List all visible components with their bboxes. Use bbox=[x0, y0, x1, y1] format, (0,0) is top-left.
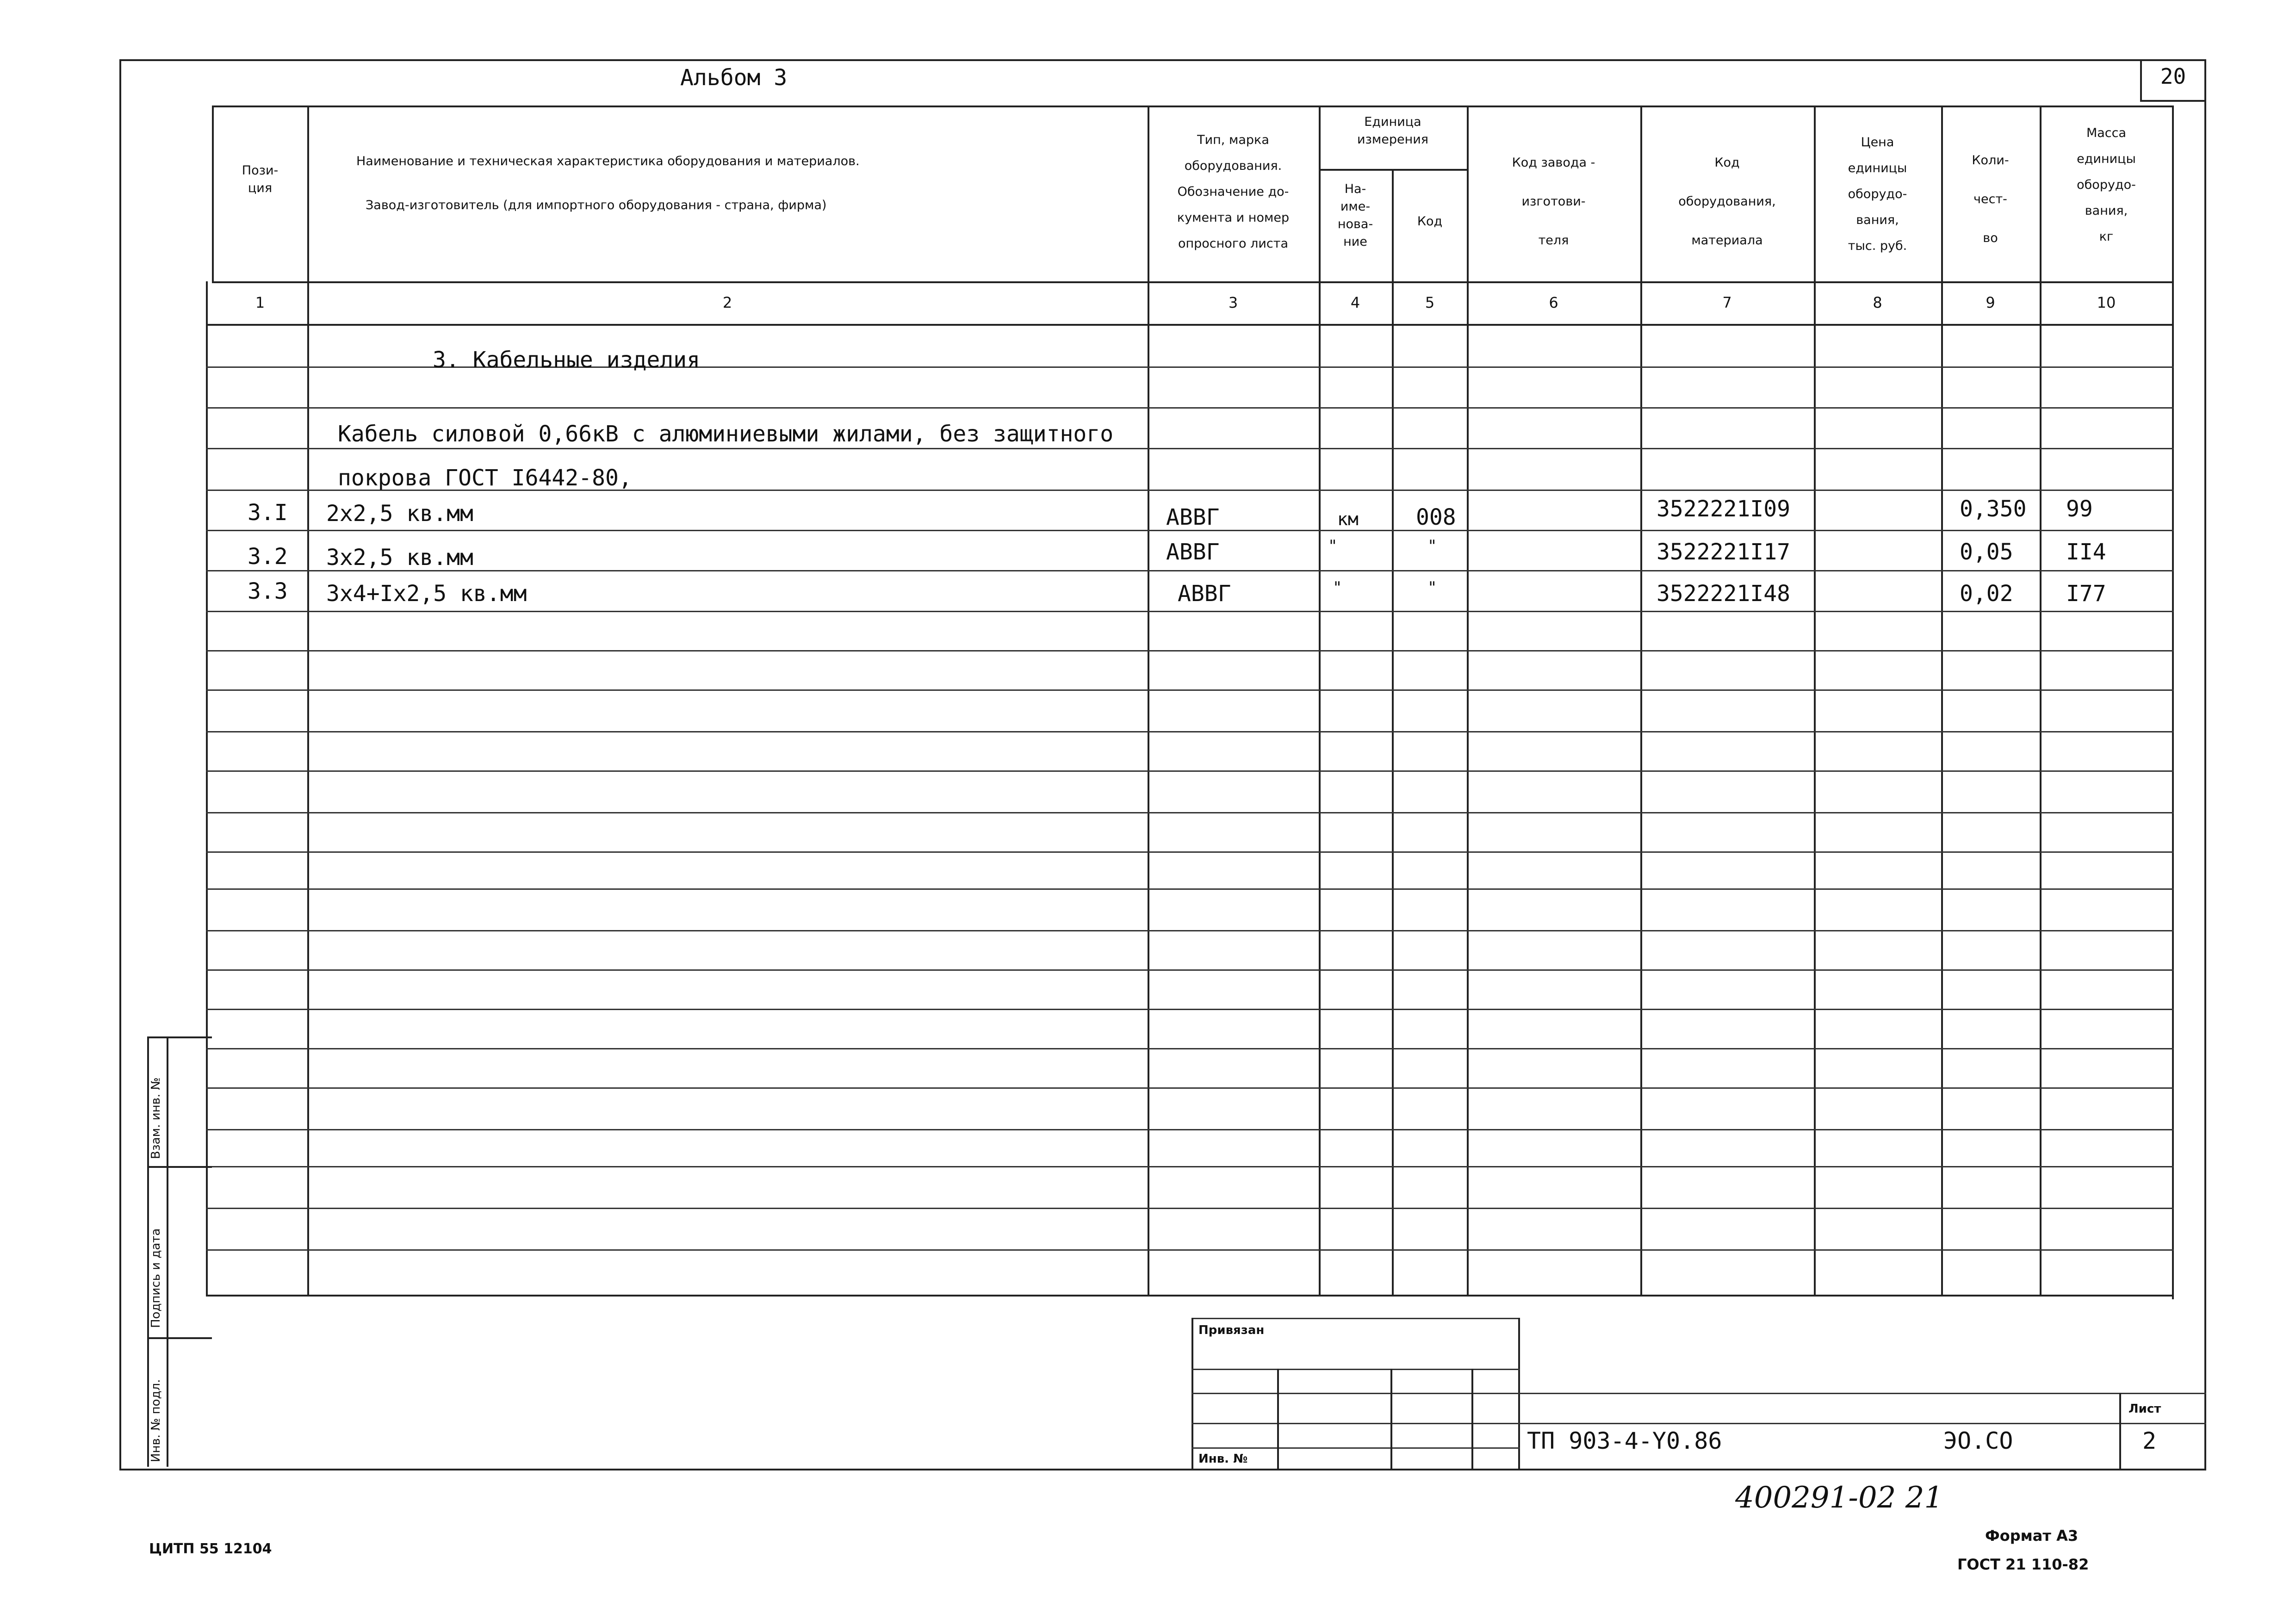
table-left-border bbox=[212, 105, 214, 281]
row-rule bbox=[206, 812, 2174, 813]
row-rule bbox=[206, 1009, 2174, 1010]
colnum-bottom-line bbox=[206, 324, 2174, 326]
row-qty: 0,350 bbox=[1960, 496, 2027, 522]
gost-label: ГОСТ 21 110-82 bbox=[1957, 1556, 2089, 1573]
description-line2: покрова ГОСТ I6442-80, bbox=[338, 465, 632, 491]
row-qty: 0,02 bbox=[1960, 581, 2013, 607]
header-col8: Цена единицы оборудо- вания, тыс. руб. bbox=[1848, 135, 1907, 253]
table-top-border bbox=[212, 105, 2174, 107]
format-label: Формат А3 bbox=[1985, 1527, 2079, 1545]
header-col2-line1: Наименование и техническая характеристика оборудования и материалов. bbox=[356, 154, 860, 168]
row-rule bbox=[206, 1249, 2174, 1251]
header-col10: Масса единицы оборудо- вания, кг bbox=[2077, 126, 2136, 244]
stamp-line bbox=[1471, 1369, 1473, 1470]
row-unit-code: 008 bbox=[1416, 504, 1456, 530]
row-mass: I77 bbox=[2066, 581, 2106, 607]
row-rule bbox=[206, 689, 2174, 691]
row-rule bbox=[206, 969, 2174, 971]
row-qty: 0,05 bbox=[1960, 539, 2013, 565]
table-left-border bbox=[206, 281, 208, 1295]
col-divider bbox=[307, 105, 309, 1295]
column-number: 7 bbox=[1722, 294, 1732, 311]
side-label-vzam: Взам. инв. № bbox=[149, 1077, 163, 1159]
row-rule bbox=[206, 1129, 2174, 1130]
row-rule bbox=[206, 407, 2174, 409]
row-code: 3522221I48 bbox=[1657, 581, 1790, 607]
stamp-privyazan: Привязан bbox=[1198, 1323, 1265, 1337]
header-col4: На- име- нова- ние bbox=[1337, 182, 1373, 249]
table-bottom-line bbox=[206, 1295, 2174, 1297]
unit-group-line bbox=[1319, 169, 1467, 171]
col-divider bbox=[1640, 105, 1642, 1295]
row-rule bbox=[206, 770, 2174, 772]
handwritten-number: 400291-02 21 bbox=[1735, 1481, 1943, 1515]
column-number: 9 bbox=[1986, 294, 1995, 311]
row-unit-code: " bbox=[1427, 578, 1437, 597]
stamp-inv-no: Инв. № bbox=[1198, 1452, 1248, 1466]
column-number: 10 bbox=[2097, 294, 2116, 311]
stamp-list-number: 2 bbox=[2142, 1427, 2157, 1454]
stamp-line bbox=[1191, 1423, 2206, 1424]
description-line1: Кабель силовой 0,66кВ с алюминиевыми жилами, без защитного bbox=[338, 421, 1114, 447]
col-divider bbox=[2040, 105, 2042, 1295]
col-divider bbox=[1467, 105, 1469, 1295]
header-col6: Код завода - изготови- теля bbox=[1512, 155, 1595, 248]
row-position: 3.3 bbox=[248, 578, 288, 604]
header-col7: Код оборудования, материала bbox=[1678, 155, 1776, 248]
header-bottom-line bbox=[212, 281, 2174, 283]
stamp-line bbox=[1390, 1369, 1392, 1470]
stamp-doc-suffix: ЭО.СО bbox=[1943, 1427, 2013, 1454]
row-code: 3522221I09 bbox=[1657, 496, 1790, 522]
col-divider bbox=[1941, 105, 1943, 1295]
stamp-line bbox=[1277, 1369, 1279, 1470]
stamp-line bbox=[1191, 1447, 1520, 1449]
header-col3: Тип, марка оборудования. Обозначение до- кумента и номер опросного листа bbox=[1177, 133, 1290, 251]
stamp-line bbox=[1191, 1369, 1520, 1370]
col-divider bbox=[1148, 105, 1149, 1295]
column-number: 4 bbox=[1350, 294, 1360, 311]
stamp-line bbox=[2119, 1393, 2121, 1470]
stamp-line bbox=[1191, 1318, 1520, 1319]
row-unit: км bbox=[1337, 509, 1359, 529]
row-code: 3522221I17 bbox=[1657, 539, 1790, 565]
row-rule bbox=[206, 611, 2174, 612]
side-label-podpis: Подпись и дата bbox=[149, 1228, 163, 1328]
row-rule bbox=[206, 731, 2174, 732]
row-rule bbox=[206, 570, 2174, 571]
row-type: АВВГ bbox=[1178, 581, 1231, 607]
row-rule bbox=[206, 1048, 2174, 1049]
row-type: АВВГ bbox=[1166, 539, 1220, 565]
stamp-doc-code: ТП 903-4-Y0.86 bbox=[1527, 1427, 1722, 1454]
row-rule bbox=[206, 930, 2174, 931]
header-col1: Пози- ция bbox=[242, 163, 279, 195]
stamp-line bbox=[1518, 1393, 2206, 1394]
column-number: 5 bbox=[1425, 294, 1435, 311]
column-number: 1 bbox=[255, 294, 265, 311]
row-rule bbox=[206, 1166, 2174, 1167]
table-right-border bbox=[2172, 105, 2174, 1299]
row-unit: " bbox=[1333, 578, 1342, 597]
column-number: 8 bbox=[1873, 294, 1882, 311]
row-mass: 99 bbox=[2066, 496, 2093, 522]
row-rule bbox=[206, 851, 2174, 853]
stamp-list-label: Лист bbox=[2128, 1402, 2161, 1416]
col-divider bbox=[1319, 105, 1321, 1295]
album-title: Альбом 3 bbox=[680, 65, 788, 91]
column-number: 2 bbox=[722, 294, 732, 311]
side-box-line bbox=[147, 1166, 212, 1168]
header-col2-line2: Завод-изготовитель (для импортного оборудования - страна, фирма) bbox=[366, 198, 827, 212]
section-title: 3. Кабельные изделия bbox=[433, 347, 700, 373]
row-rule bbox=[206, 650, 2174, 651]
side-box-line bbox=[147, 1036, 212, 1038]
col-divider bbox=[1814, 105, 1816, 1295]
side-box-line bbox=[147, 1337, 212, 1339]
header-col9: Коли- чест- во bbox=[1972, 153, 2009, 245]
column-number: 6 bbox=[1549, 294, 1558, 311]
row-position: 3.I bbox=[248, 500, 288, 526]
row-mass: II4 bbox=[2066, 539, 2106, 565]
stamp-line bbox=[1191, 1393, 1520, 1394]
row-unit: " bbox=[1328, 537, 1338, 555]
corner-box-line bbox=[2140, 100, 2206, 102]
row-rule bbox=[206, 1087, 2174, 1089]
side-box-line bbox=[167, 1036, 168, 1467]
header-unit-group: Единица измерения bbox=[1357, 115, 1429, 147]
row-type: АВВГ bbox=[1166, 504, 1220, 530]
row-unit-code: " bbox=[1427, 537, 1437, 555]
row-rule bbox=[206, 888, 2174, 890]
side-label-inv-podl: Инв. № подл. bbox=[149, 1379, 163, 1462]
sheet-corner-number: 20 bbox=[2160, 64, 2186, 89]
row-position: 3.2 bbox=[248, 544, 288, 570]
row-name: 3х2,5 кв.мм bbox=[326, 545, 473, 571]
row-name: 2х2,5 кв.мм bbox=[326, 501, 473, 527]
row-rule bbox=[206, 448, 2174, 449]
sheet-frame bbox=[119, 59, 2206, 1470]
row-rule bbox=[206, 1208, 2174, 1209]
row-name: 3х4+Iх2,5 кв.мм bbox=[326, 581, 527, 607]
bottom-left-code: ЦИТП 55 12104 bbox=[149, 1541, 272, 1557]
column-number: 3 bbox=[1228, 294, 1238, 311]
header-col5: Код bbox=[1417, 214, 1443, 229]
